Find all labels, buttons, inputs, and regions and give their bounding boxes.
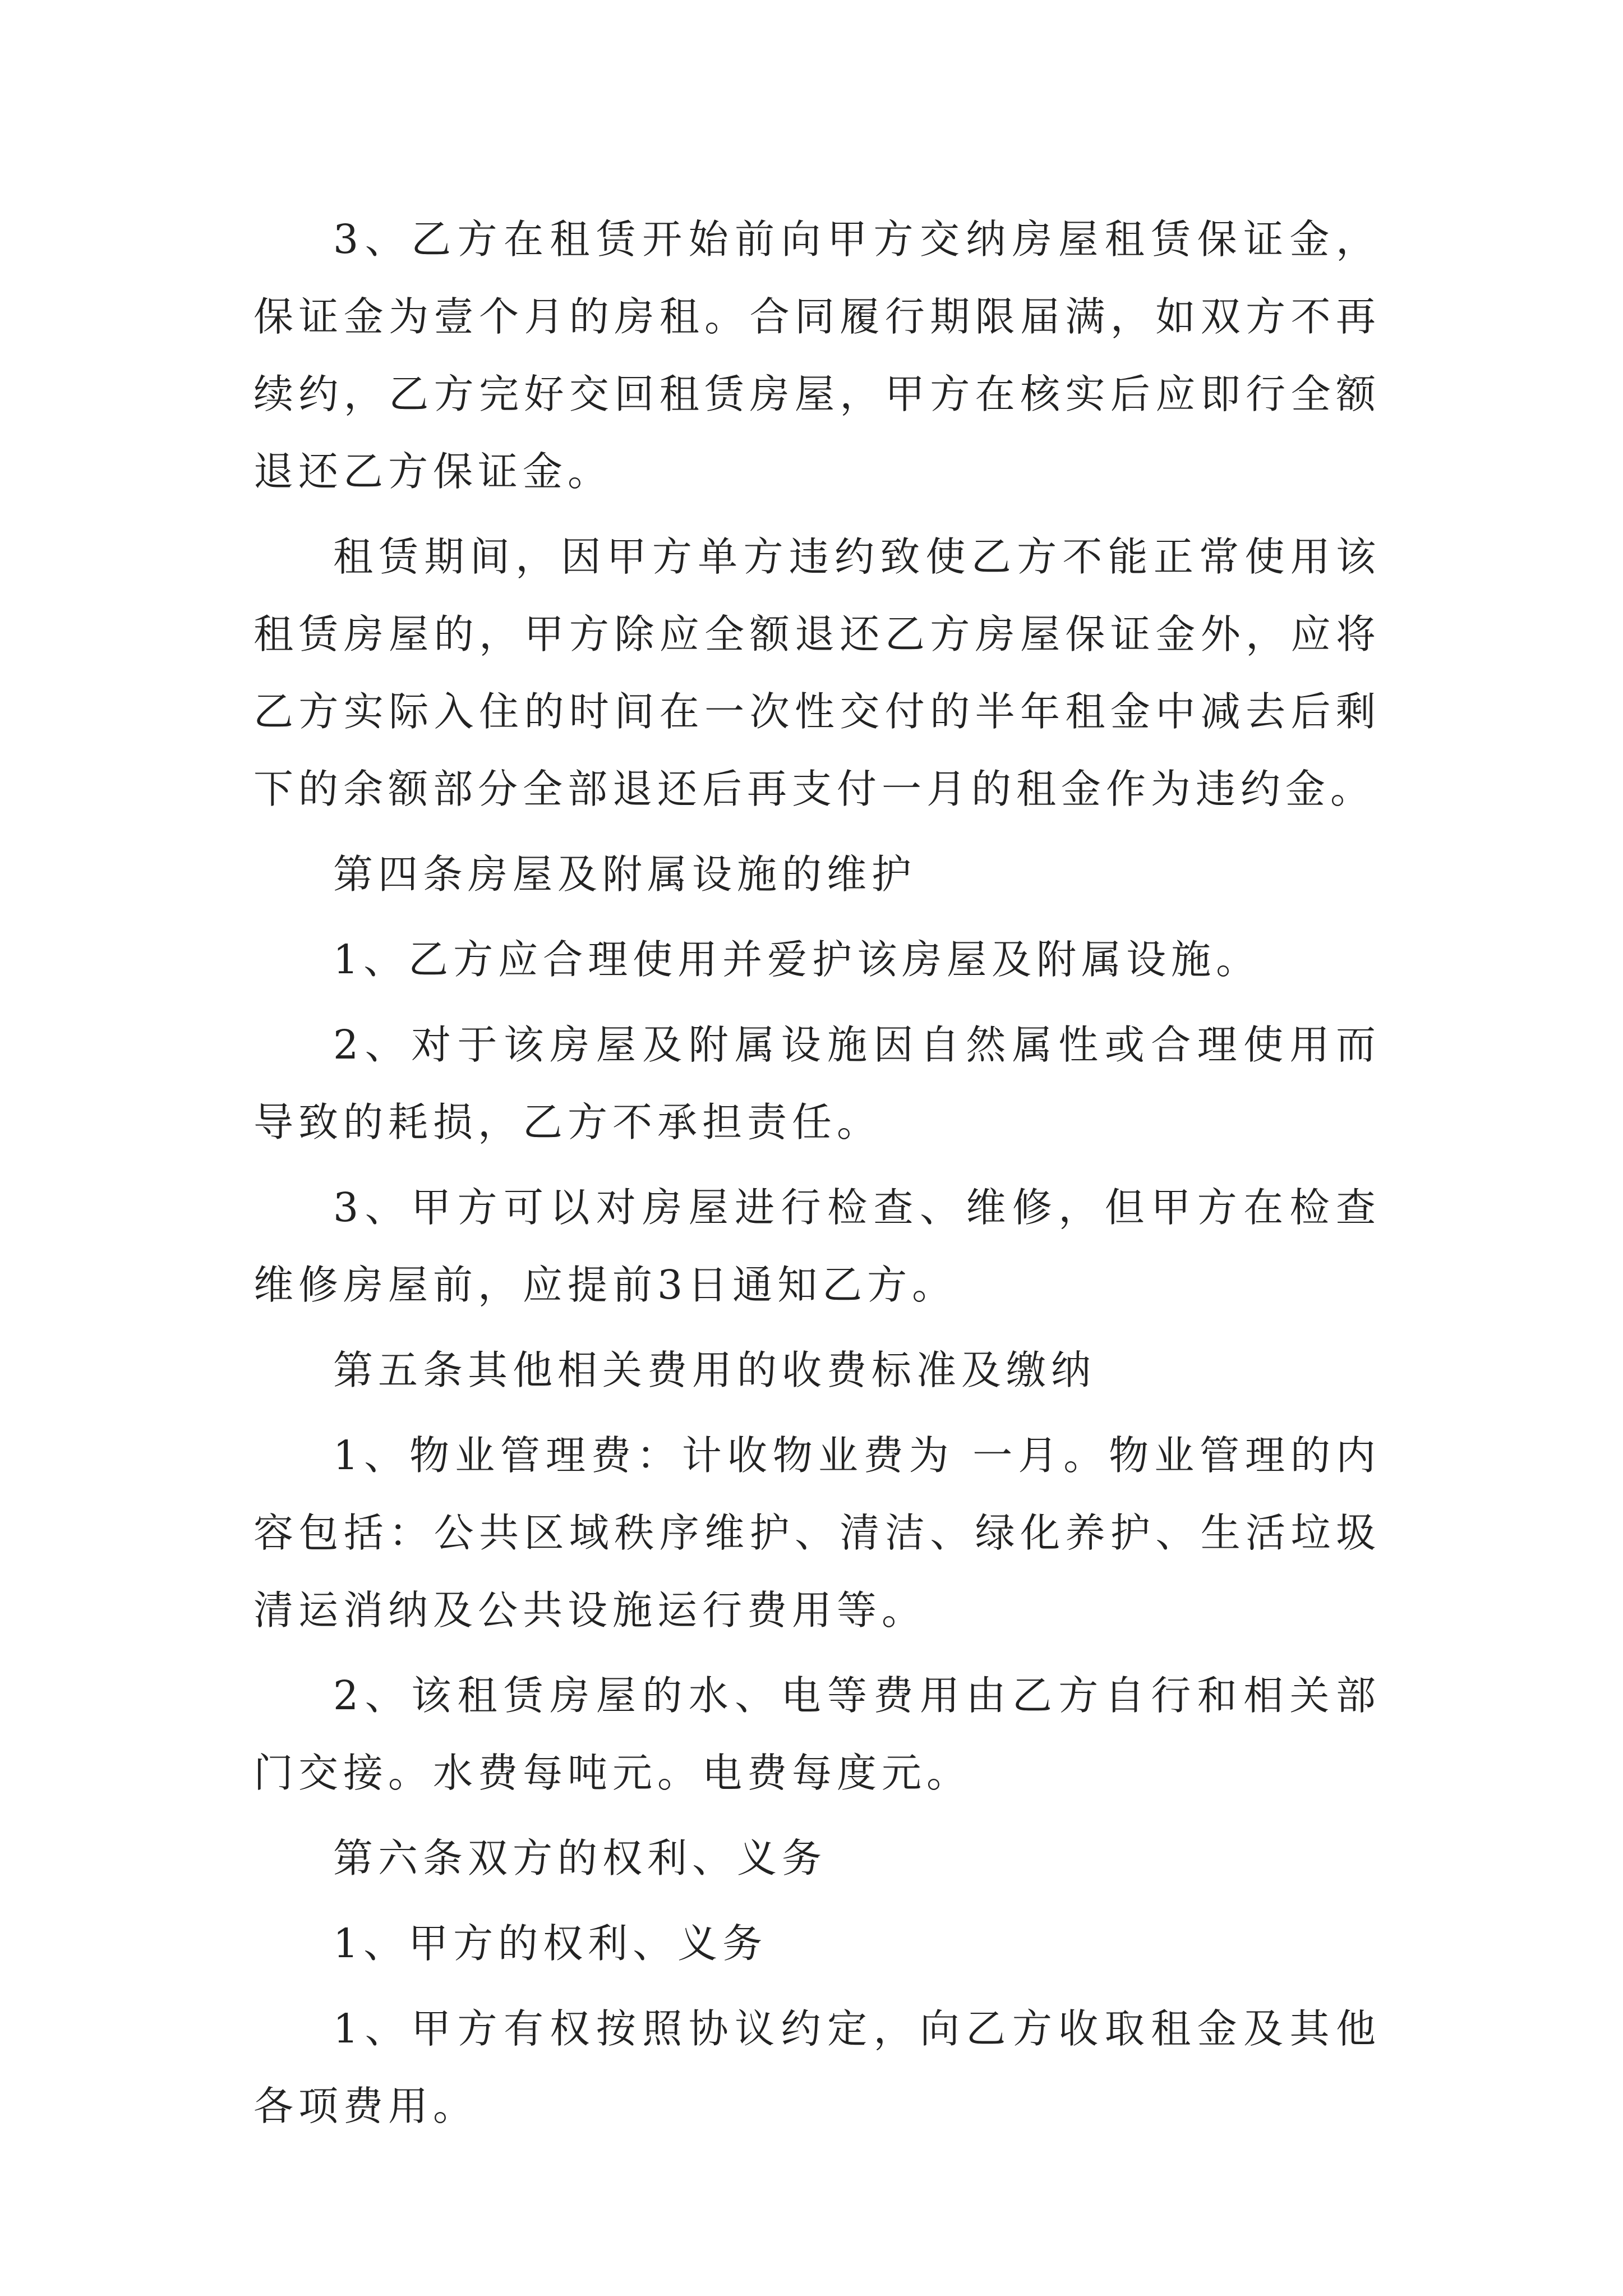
section-heading-article-6: 第六条双方的权利、义务: [333, 1835, 827, 1881]
paragraph-deposit-clause: 3、乙方在租赁开始前向甲方交纳房屋租赁保证金，保证金为壹个月的房租。合同履行期限届满，如双方不再续约，乙方完好交回租赁房屋，甲方在核实后应即行全额退还乙方保证金。: [253, 216, 1381, 495]
section-heading-article-5: 第五条其他相关费用的收费标准及缴纳: [333, 1347, 1096, 1393]
paragraph-article-4-item-1: 1、乙方应合理使用并爱护该房屋及附属设施。: [333, 936, 1261, 983]
subheading-party-a-rights: 1、甲方的权利、义务: [333, 1920, 768, 1967]
section-heading-article-4: 第四条房屋及附属设施的维护: [333, 851, 917, 898]
paragraph-party-a-item-1: 1、甲方有权按照协议约定，向乙方收取租金及其他各项费用。: [253, 2005, 1381, 2129]
paragraph-article-5-item-2: 2、该租赁房屋的水、电等费用由乙方自行和相关部门交接。水费每吨元。电费每度元。: [253, 1672, 1381, 1796]
paragraph-article-4-item-3: 3、甲方可以对房屋进行检查、维修，但甲方在检查维修房屋前，应提前3日通知乙方。: [253, 1184, 1381, 1308]
paragraph-article-5-item-1: 1、物业管理费：计收物业费为 一月。物业管理的内容包括：公共区域秩序维护、清洁、绿化养护、生活垃圾清运消纳及公共设施运行费用等。: [253, 1432, 1381, 1634]
document-body: [253, 201, 1381, 2145]
paragraph-breach-clause: 租赁期间，因甲方单方违约致使乙方不能正常使用该租赁房屋的，甲方除应全额退还乙方房屋保证金外，应将乙方实际入住的时间在一次性交付的半年租金中减去后剩下的余额部分全部退还后再支付一月的租金作为违约金。: [253, 533, 1381, 812]
paragraph-article-4-item-2: 2、对于该房屋及附属设施因自然属性或合理使用而导致的耗损，乙方不承担责任。: [253, 1022, 1381, 1145]
